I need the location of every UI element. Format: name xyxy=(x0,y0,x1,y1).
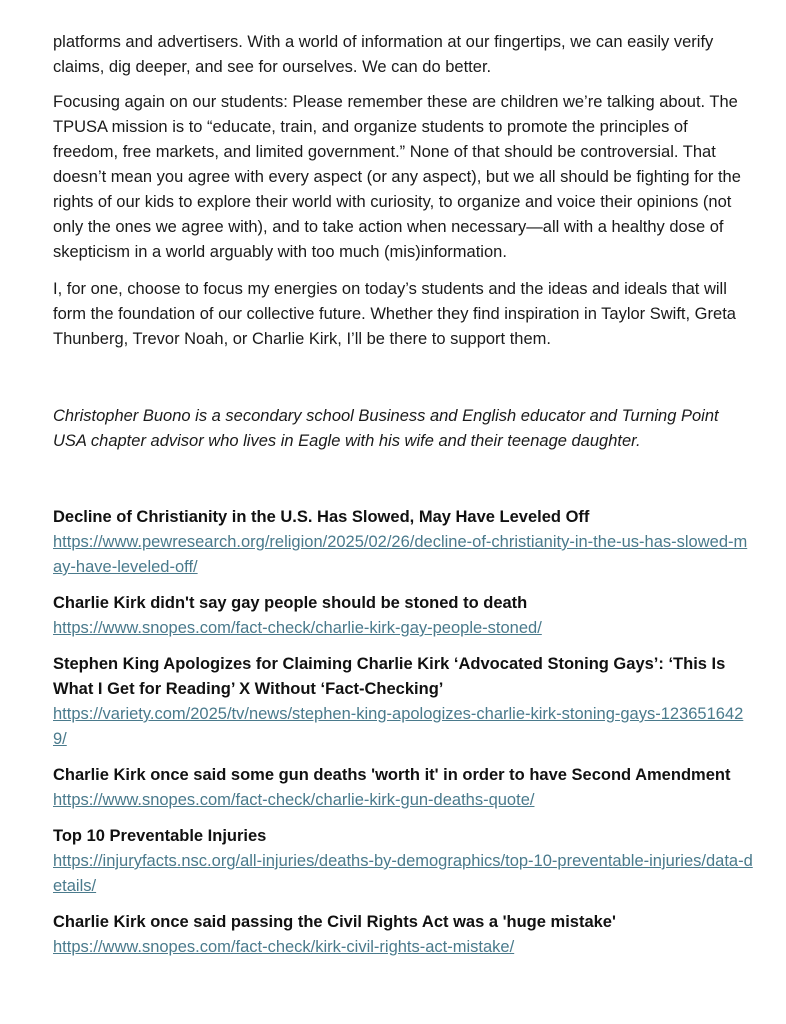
source-title: Stephen King Apologizes for Claiming Charlie Kirk ‘Advocated Stoning Gays’: ‘This Is What I Get for Reading’ X Without ‘Fact-Checking’ xyxy=(53,655,726,698)
author-bio: Christopher Buono is a secondary school Business and English educator and Turning Point USA chapter advisor who lives in Eagle with his wife and their teenage daughter. xyxy=(53,407,719,450)
source-link[interactable]: https://www.pewresearch.org/religion/2025/02/26/decline-of-christianity-in-the-us-has-slowed-may-have-leveled-off/ xyxy=(53,533,748,576)
source-link[interactable]: https://www.snopes.com/fact-check/charlie-kirk-gay-people-stoned/ xyxy=(53,619,542,637)
source-link[interactable]: https://www.snopes.com/fact-check/charlie-kirk-gun-deaths-quote/ xyxy=(53,791,535,809)
source-link[interactable]: https://variety.com/2025/tv/news/stephen-king-apologizes-charlie-kirk-stoning-gays-1236516429/ xyxy=(53,705,744,748)
source-item xyxy=(53,652,753,752)
source-title: Top 10 Preventable Injuries xyxy=(53,827,267,845)
source-title: Charlie Kirk didn't say gay people should be stoned to death xyxy=(53,594,528,612)
source-title: Charlie Kirk once said passing the Civil Rights Act was a 'huge mistake' xyxy=(53,913,616,931)
article-body xyxy=(53,30,753,971)
source-link[interactable]: https://www.snopes.com/fact-check/kirk-civil-rights-act-mistake/ xyxy=(53,938,515,956)
article-paragraph-3: I, for one, choose to focus my energies on today’s students and the ideas and ideals that will form the foundation of our collective future. Whether they find inspiration in Taylor Swift, Greta Thunberg, Trevor Noah, or Charlie Kirk, I’ll be there to support them. xyxy=(53,280,736,348)
article-paragraph-2: Focusing again on our students: Please remember these are children we’re talking about. The TPUSA mission is to “educate, train, and organize students to promote the principles of freedom, free markets, and limited government.” None of that should be controversial. That doesn’t mean you agree with every aspect (or any aspect), but we all should be fighting for the rights of our kids to explore their world with curiosity, to organize and voice their opinions (not only the ones we agree with), and to take action when necessary—all with a healthy dose of skepticism in a world arguably with too much (mis)information. xyxy=(53,93,741,261)
article-paragraph-1: platforms and advertisers. With a world of information at our fingertips, we can easily verify claims, dig deeper, and see for ourselves. We can do better. xyxy=(53,33,714,76)
source-item xyxy=(53,505,753,580)
source-title: Charlie Kirk once said some gun deaths 'worth it' in order to have Second Amendment xyxy=(53,766,731,784)
source-item xyxy=(53,591,753,641)
source-title: Decline of Christianity in the U.S. Has Slowed, May Have Leveled Off xyxy=(53,508,590,526)
source-item xyxy=(53,763,753,813)
source-item xyxy=(53,910,753,960)
sources-list xyxy=(53,505,753,960)
source-link[interactable]: https://injuryfacts.nsc.org/all-injuries/deaths-by-demographics/top-10-preventable-injuries/data-details/ xyxy=(53,852,753,895)
source-item xyxy=(53,824,753,899)
